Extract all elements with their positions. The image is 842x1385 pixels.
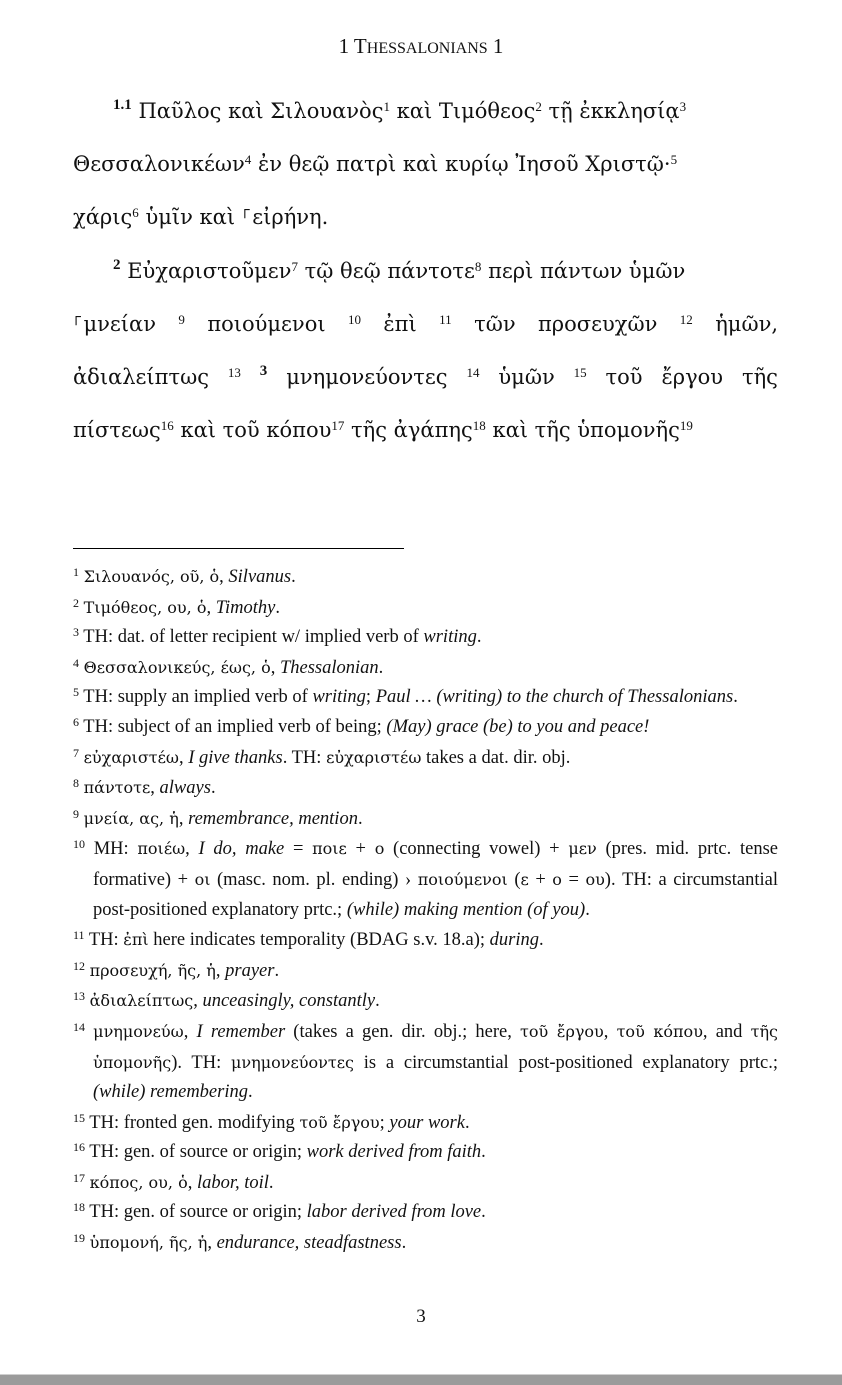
text-run: ἔργου: [661, 365, 724, 389]
note-text: (takes a gen. dir. obj.; here,: [285, 1021, 521, 1042]
greek-term: Τιμόθεος, ου, ὁ: [83, 597, 207, 617]
footnote-ref[interactable]: 12: [679, 311, 693, 327]
gloss: (May) grace (be) to you and peace!: [386, 716, 650, 737]
footnote-ref[interactable]: 5: [670, 151, 678, 167]
greek-term: μνεία, ας, ἡ: [83, 808, 179, 828]
footnote-ref[interactable]: 16: [160, 417, 174, 433]
greek-term: μνημονεύοντες: [231, 1052, 354, 1072]
note-text: here indicates temporality (BDAG s.v. 18.a);: [148, 930, 490, 951]
footnote-number: 3: [73, 625, 79, 640]
greek-term: προσευχή, ῆς, ἡ: [89, 960, 216, 980]
footnote-ref[interactable]: 1: [383, 98, 390, 114]
footnote-number: 13: [73, 989, 85, 1004]
gloss: (while) making mention (of you): [346, 899, 586, 920]
page-number: 3: [416, 1306, 426, 1327]
footnote-12: [73, 956, 778, 987]
text-line-4: [113, 256, 778, 286]
text-run: ὑμῶν: [498, 365, 555, 389]
note-text: (connecting vowel) +: [384, 839, 569, 860]
note-text: ). TH:: [171, 1052, 232, 1073]
footnote-ref[interactable]: 13: [227, 364, 241, 380]
footnote-5: [73, 683, 778, 713]
text-run: τῷ θεῷ πάντοτε: [297, 259, 475, 283]
note-text: .: [210, 778, 216, 799]
footnote-ref[interactable]: 6: [132, 204, 139, 220]
note-text: . TH:: [282, 747, 327, 768]
footnote-number: 5: [73, 685, 79, 700]
text-run: καὶ Τιμόθεος: [389, 99, 536, 123]
greek-term: ποιούμενοι: [417, 869, 508, 889]
note-text: ;: [365, 687, 376, 708]
note-text: ,: [150, 778, 160, 799]
footnote-18: [73, 1198, 778, 1228]
note-text: .: [375, 991, 380, 1012]
note-text: =: [284, 839, 313, 860]
footnote-number: 7: [73, 745, 79, 760]
text-run: ἡμῶν,: [715, 312, 779, 336]
text-run: ἐπὶ: [383, 312, 417, 336]
note-text: TH:: [88, 930, 124, 951]
footnote-15: [73, 1108, 778, 1139]
note-text: +: [346, 839, 375, 860]
gloss: labor derived from love: [306, 1202, 482, 1223]
header-chapter: 1: [487, 34, 504, 58]
note-text: , and: [702, 1021, 751, 1042]
note-text: .: [585, 899, 590, 920]
note-text: ,: [193, 991, 203, 1012]
greek-term: ὑπομονή, ῆς, ἡ: [89, 1233, 208, 1253]
footnote-ref[interactable]: 4: [244, 151, 252, 167]
note-text: ,: [206, 597, 216, 618]
gloss: prayer: [225, 960, 275, 981]
greek-term: μνημονεύω: [93, 1021, 184, 1041]
footnote-ref[interactable]: 9: [178, 311, 185, 327]
note-text: .: [275, 597, 280, 618]
note-text: .: [733, 687, 738, 708]
gloss: Silvanus: [228, 567, 292, 587]
greek-term: τοῦ ἔργου: [520, 1021, 604, 1041]
gloss: Thessalonian: [279, 657, 379, 678]
gloss: I remember: [196, 1021, 286, 1042]
greek-term: ποιε: [312, 839, 347, 859]
note-text: ,: [603, 1021, 617, 1042]
footnote-number: 11: [73, 928, 85, 943]
greek-term: Σιλουανός, οῦ, ὁ: [83, 567, 220, 586]
footnote-13: [73, 986, 778, 1017]
footnote-7: [73, 743, 778, 774]
gloss: Timothy: [215, 597, 276, 618]
footnote-ref[interactable]: 14: [466, 364, 480, 380]
text-run: τῇ ἐκκλησίᾳ: [541, 99, 680, 123]
text-run: Θεσσαλονικέων: [73, 152, 245, 176]
note-text: .: [291, 567, 296, 587]
text-run: τῆς ἀγάπης: [344, 418, 473, 442]
greek-term: εὐχαριστέω: [83, 747, 179, 767]
footnote-number: 16: [73, 1140, 85, 1155]
footnote-4: [73, 653, 778, 684]
gloss: Paul … (writing) to the church of Thessalonians: [375, 687, 734, 708]
note-text: ,: [178, 808, 189, 829]
verse-number: 1.1: [113, 97, 132, 113]
note-text: TH: gen. of source or origin;: [89, 1142, 307, 1163]
text-run: ὑμῖν καὶ ⸀εἰρήνη.: [138, 205, 329, 229]
text-run: τῶν: [474, 312, 516, 336]
text-run: ἐν θεῷ πατρὶ καὶ κυρίῳ Ἰησοῦ Χριστῷ·: [251, 152, 671, 176]
gloss: labor, toil: [196, 1172, 269, 1193]
note-text: .: [481, 1202, 486, 1223]
gloss: endurance, steadfastness: [216, 1233, 402, 1254]
note-text: MH:: [93, 839, 138, 860]
footnote-number: 18: [73, 1200, 85, 1215]
verse-number: 2: [113, 257, 121, 273]
greek-term: ο: [374, 839, 385, 859]
note-text: ,: [207, 1233, 217, 1254]
gloss: writing: [423, 627, 477, 648]
note-text: .: [476, 627, 482, 648]
footnote-number: 14: [73, 1019, 85, 1034]
greek-term: τοῦ κόπου: [616, 1021, 703, 1041]
greek-term: ου: [585, 869, 605, 889]
footnote-2: [73, 593, 778, 624]
footnote-number: 12: [73, 958, 85, 973]
footnote-ref[interactable]: 3: [679, 98, 687, 114]
note-text: .: [357, 808, 363, 829]
footnote-16: [73, 1138, 778, 1168]
note-text: =: [561, 869, 586, 890]
note-text: TH: dat. of letter recipient w/ implied verb of: [83, 627, 424, 648]
footnotes: [73, 562, 778, 1259]
note-text: (: [507, 869, 521, 890]
footnote-number: 4: [73, 655, 79, 670]
note-text: ,: [215, 960, 226, 981]
note-text: .: [274, 960, 280, 981]
note-text: ;: [379, 1112, 390, 1133]
footnote-8: [73, 773, 778, 804]
note-text: ,: [183, 1021, 197, 1042]
greek-term: εὐχαριστέω: [326, 747, 422, 767]
text-run: πίστεως: [73, 418, 161, 442]
gloss: I do, make: [198, 839, 285, 860]
footnote-number: 8: [73, 776, 79, 791]
greek-term: Θεσσαλονικεύς, έως, ὁ: [83, 657, 271, 677]
footnote-number: 10: [73, 837, 85, 852]
text-run: μνημονεύοντες: [286, 365, 448, 389]
footnote-6: [73, 713, 778, 743]
note-text: .: [538, 930, 544, 951]
note-text: (masc. nom. pl. ending) ›: [210, 869, 418, 890]
text-run: ⸀μνείαν: [73, 312, 156, 336]
footnote-ref[interactable]: 10: [347, 311, 361, 327]
greek-term: ποιέω: [137, 839, 186, 859]
footnote-14: [73, 1017, 778, 1108]
footnote-number: 19: [73, 1231, 85, 1246]
footnote-ref[interactable]: 2: [535, 98, 542, 114]
footnote-9: [73, 804, 778, 835]
footnote-3: [73, 623, 778, 653]
text-line-5: [73, 309, 778, 339]
gloss: remembrance, mention: [188, 808, 358, 829]
note-text: ,: [270, 657, 280, 678]
footnote-number: 9: [73, 806, 79, 821]
note-text: .: [378, 657, 384, 678]
text-run: ποιούμενοι: [207, 312, 326, 336]
gloss: work derived from faith: [306, 1142, 482, 1163]
note-text: takes a dat. dir. obj.: [421, 747, 571, 768]
footnote-separator: [73, 548, 404, 549]
greek-term: οι: [194, 869, 211, 889]
note-text: ). TH: a circumstantial post-positioned explanatory prtc.;: [93, 869, 778, 920]
note-text: is a circumstantial post-positioned explanatory prtc.;: [353, 1052, 778, 1073]
footnote-number: 17: [73, 1170, 85, 1185]
footnote-ref[interactable]: 11: [439, 311, 452, 327]
text-run: καὶ τῆς ὑπομονῆς: [485, 418, 680, 442]
text-line-2: [73, 149, 778, 179]
gloss: (while) remembering: [93, 1082, 248, 1103]
footnote-19: [73, 1228, 778, 1259]
note-text: (pres. mid. prtc. tense formative) +: [93, 839, 778, 890]
note-text: .: [481, 1142, 486, 1163]
gloss: unceasingly, constantly: [202, 991, 376, 1012]
text-line-6: [73, 362, 778, 392]
footnote-1: [73, 562, 778, 593]
gloss: writing: [312, 687, 366, 708]
footnote-11: [73, 925, 778, 956]
text-run: περὶ πάντων ὑμῶν: [481, 259, 686, 283]
note-text: ,: [178, 747, 189, 768]
note-text: TH: fronted gen. modifying: [89, 1112, 300, 1133]
footnote-number: 1: [73, 565, 79, 579]
note-text: TH: gen. of source or origin;: [89, 1202, 307, 1223]
header-text: 1 T: [338, 34, 367, 58]
note-text: .: [247, 1082, 253, 1103]
note-text: +: [528, 869, 553, 890]
text-run: προσευχῶν: [538, 312, 658, 336]
text-run: καὶ τοῦ κόπου: [173, 418, 332, 442]
note-text: .: [268, 1172, 274, 1193]
footnote-ref[interactable]: 7: [291, 258, 298, 274]
greek-term: τῆς ὑπομονῆς: [93, 1021, 778, 1072]
verse-number: 3: [259, 363, 268, 379]
footnote-number: 15: [73, 1110, 85, 1125]
gloss: I give thanks: [188, 747, 283, 768]
greek-term: πάντοτε: [83, 778, 151, 798]
footnote-number: 2: [73, 595, 79, 610]
text-run: ἀδιαλείπτως: [73, 365, 209, 389]
gloss: during: [489, 930, 539, 951]
footnote-number: 6: [73, 714, 79, 729]
text-run: χάρις: [73, 205, 133, 229]
footnote-ref[interactable]: 15: [573, 364, 587, 380]
note-text: TH: supply an implied verb of: [83, 687, 313, 708]
window-bottom-bar: [0, 1374, 842, 1385]
footnote-17: [73, 1168, 778, 1199]
greek-term: ε: [520, 869, 529, 889]
greek-term: ἀδιαλείπτως: [89, 991, 194, 1011]
footnote-10: [73, 834, 778, 925]
greek-term: ο: [552, 869, 562, 889]
text-run: τοῦ: [605, 365, 643, 389]
greek-term: κόπος, ου, ὁ: [89, 1172, 188, 1192]
note-text: TH: subject of an implied verb of being;: [83, 716, 387, 737]
note-text: ,: [187, 1172, 197, 1193]
greek-term: τοῦ ἔργου: [299, 1112, 380, 1132]
note-text: ,: [185, 839, 199, 860]
note-text: ,: [219, 567, 229, 587]
gloss: always: [159, 778, 211, 799]
text-line-7: [73, 415, 778, 445]
footnote-ref[interactable]: 19: [679, 417, 693, 433]
text-line-3: [73, 202, 778, 232]
gloss: your work: [389, 1112, 465, 1133]
running-header: [0, 34, 842, 59]
header-smallcaps: HESSALONIANS: [366, 40, 488, 57]
greek-term: μεν: [568, 839, 597, 859]
text-run: Εὐχαριστοῦμεν: [127, 259, 292, 283]
text-line-1: [113, 96, 778, 126]
footnote-ref[interactable]: 8: [474, 258, 482, 274]
note-text: .: [401, 1233, 407, 1254]
text-run: Παῦλος καὶ Σιλουανὸς: [138, 99, 384, 123]
note-text: .: [464, 1112, 470, 1133]
text-run: τῆς: [741, 365, 778, 389]
footnote-ref[interactable]: 18: [472, 417, 486, 433]
footnote-ref[interactable]: 17: [331, 417, 345, 433]
greek-term: ἐπὶ: [123, 930, 149, 950]
